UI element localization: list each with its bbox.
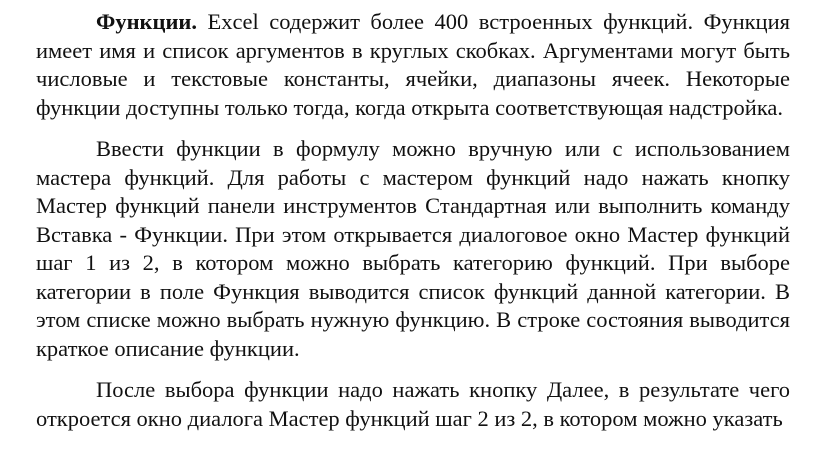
document-page [36,8,790,433]
paragraph-text: Ввести функции в формулу можно вручную или с использованием мастера функций. Для работы с мастером функций надо нажать кнопку Мастер функций панели инструментов Стандартная или выполнить команду Вставка - Функции. При этом открывается диалоговое окно Мастер функций шаг 1 из 2, в котором можно выбрать категорию функций. При выборе категории в поле Функция выводится список функций данной категории. В этом списке можно выбрать нужную функцию. В строке состояния выводится краткое описание функции. [36,136,790,361]
paragraph-lead-term: Функции. [96,9,198,34]
paragraph-functions-intro [36,8,790,122]
paragraph-text: Excel содержит более 400 встроенных функций. Функция имеет имя и список аргументов в круглых скобках. Аргументами могут быть числовые и текстовые константы, ячейки, диапазоны ячеек. Некоторые функции доступны только тогда, когда открыта соответствующая надстройка. [36,9,790,120]
paragraph-function-wizard [36,135,790,363]
paragraph-text: После выбора функции надо нажать кнопку Далее, в результате чего откроется окно диалога Мастер функций шаг 2 из 2, в котором можно указать [36,377,790,431]
paragraph-after-selection [36,376,790,433]
